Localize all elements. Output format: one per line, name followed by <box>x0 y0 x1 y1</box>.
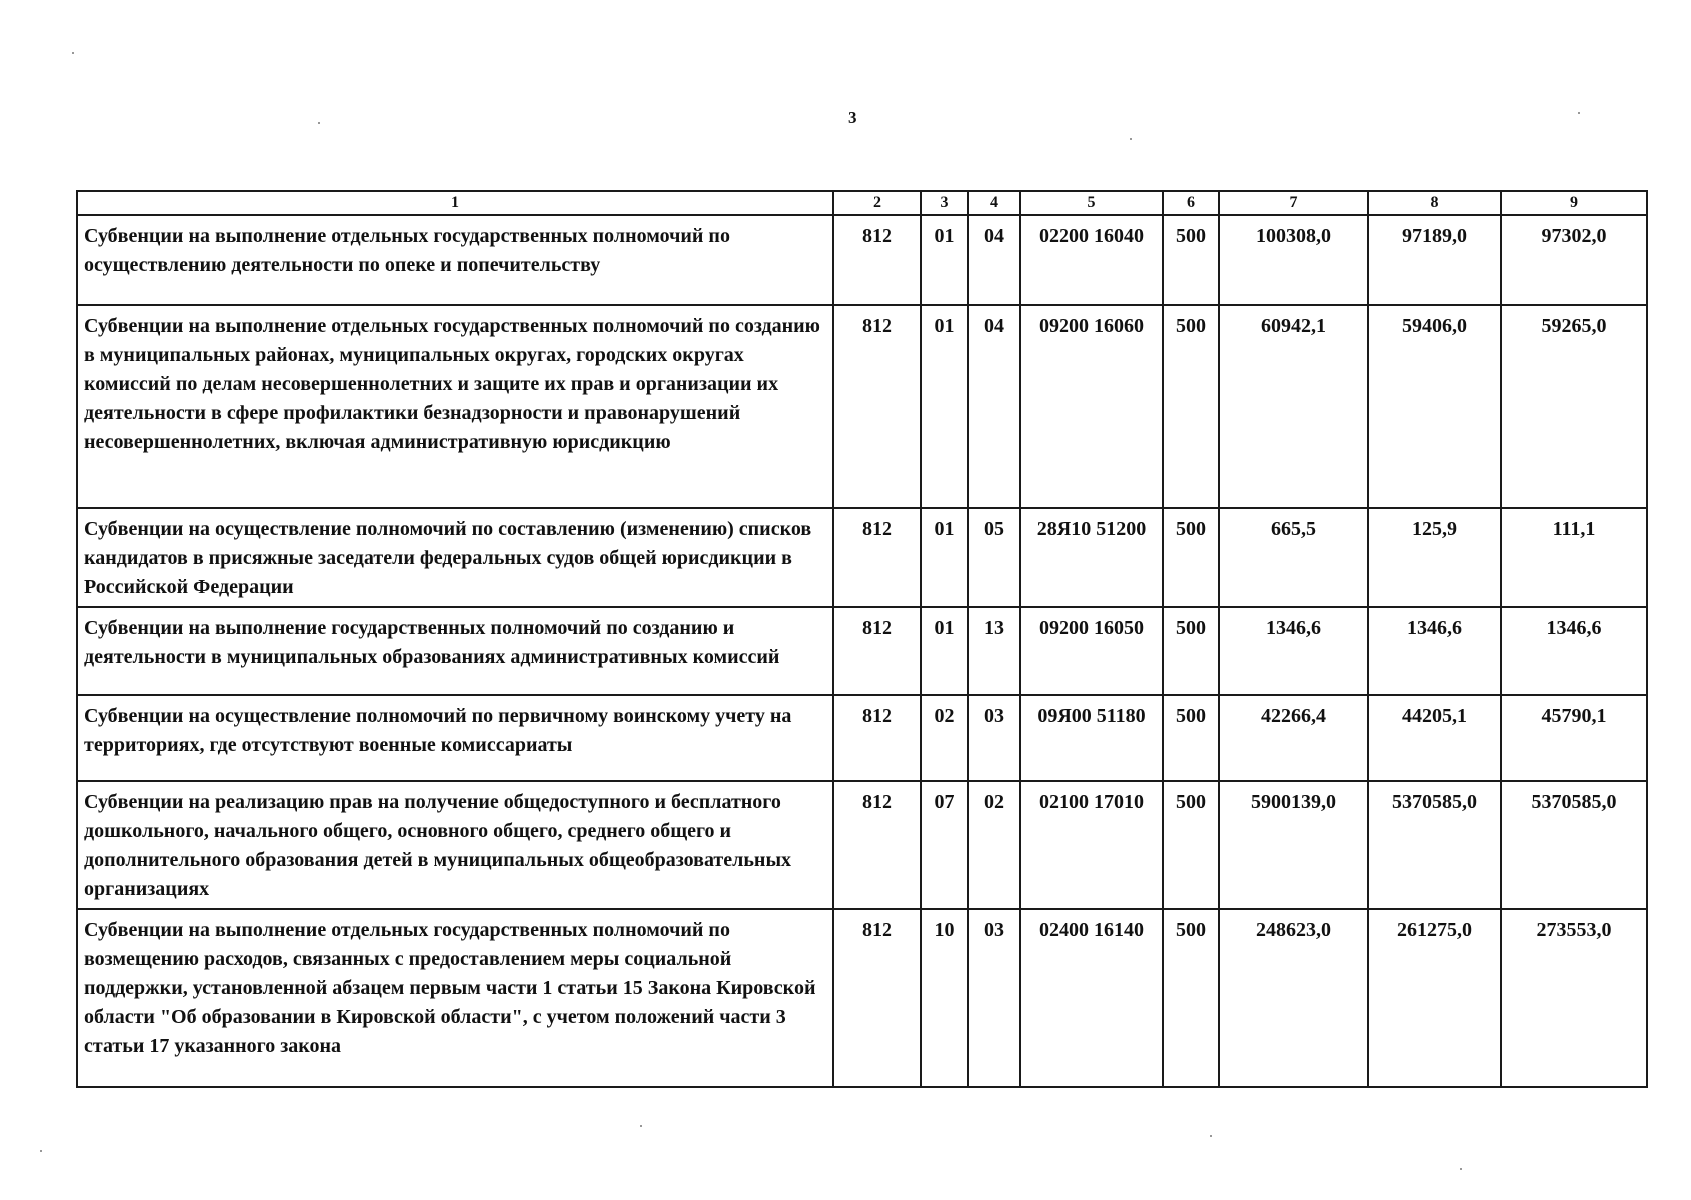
amount-col7: 5900139,0 <box>1219 781 1368 909</box>
target-article-code: 28Я10 51200 <box>1020 508 1163 607</box>
scan-speck <box>1130 138 1132 140</box>
column-number: 2 <box>833 191 921 215</box>
expense-type-code: 500 <box>1163 781 1219 909</box>
column-number: 3 <box>921 191 968 215</box>
subsection-code: 02 <box>968 781 1020 909</box>
expense-type-code: 500 <box>1163 215 1219 305</box>
section-code: 01 <box>921 305 968 508</box>
target-article-code: 02400 16140 <box>1020 909 1163 1087</box>
expense-type-code: 500 <box>1163 695 1219 781</box>
table-row <box>77 781 1647 909</box>
column-number: 1 <box>77 191 833 215</box>
table-row <box>77 508 1647 607</box>
column-number: 4 <box>968 191 1020 215</box>
section-code: 07 <box>921 781 968 909</box>
table-row <box>77 695 1647 781</box>
amount-col9: 97302,0 <box>1501 215 1647 305</box>
section-code: 02 <box>921 695 968 781</box>
expense-type-code: 500 <box>1163 607 1219 695</box>
amount-col7: 1346,6 <box>1219 607 1368 695</box>
amount-col8: 97189,0 <box>1368 215 1501 305</box>
expense-type-code: 500 <box>1163 508 1219 607</box>
amount-col9: 45790,1 <box>1501 695 1647 781</box>
department-code: 812 <box>833 508 921 607</box>
subsection-code: 13 <box>968 607 1020 695</box>
amount-col7: 42266,4 <box>1219 695 1368 781</box>
row-description: Субвенции на осуществление полномочий по первичному воинскому учету на территориях, где отсутствуют военные комиссариаты <box>77 695 833 781</box>
table-header <box>77 191 1647 215</box>
amount-col8: 261275,0 <box>1368 909 1501 1087</box>
scan-speck <box>1460 1168 1462 1170</box>
amount-col9: 1346,6 <box>1501 607 1647 695</box>
row-description: Субвенции на выполнение отдельных государственных полномочий по возмещению расходов, связанных с предоставлением меры социальной поддержки, установленной абзацем первым части 1 статьи 15 Закона Кировской области "Об образовании в Кировской области", с учетом положений части 3 статьи 17 указанного закона <box>77 909 833 1087</box>
row-description: Субвенции на выполнение отдельных государственных полномочий по созданию в муниципальных районах, муниципальных округах, городских округах комиссий по делам несовершеннолетних и защите их прав и организации их деятельности в сфере профилактики безнадзорности и правонарушений несовершеннолетних, включая административную юрисдикцию <box>77 305 833 508</box>
amount-col9: 5370585,0 <box>1501 781 1647 909</box>
scan-speck <box>318 122 320 124</box>
scan-speck <box>640 1125 642 1127</box>
table-row <box>77 909 1647 1087</box>
column-number: 7 <box>1219 191 1368 215</box>
row-description: Субвенции на осуществление полномочий по составлению (изменению) списков кандидатов в присяжные заседатели федеральных судов общей юрисдикции в Российской Федерации <box>77 508 833 607</box>
table-body <box>77 215 1647 1087</box>
table-row <box>77 215 1647 305</box>
subsection-code: 04 <box>968 215 1020 305</box>
table-row <box>77 607 1647 695</box>
department-code: 812 <box>833 695 921 781</box>
amount-col9: 273553,0 <box>1501 909 1647 1087</box>
subsection-code: 03 <box>968 695 1020 781</box>
amount-col9: 59265,0 <box>1501 305 1647 508</box>
row-description: Субвенции на выполнение государственных полномочий по созданию и деятельности в муниципальных образованиях административных комиссий <box>77 607 833 695</box>
department-code: 812 <box>833 607 921 695</box>
page-number: 3 <box>848 108 857 127</box>
amount-col8: 59406,0 <box>1368 305 1501 508</box>
expense-type-code: 500 <box>1163 909 1219 1087</box>
column-number: 8 <box>1368 191 1501 215</box>
scan-speck <box>1210 1135 1212 1137</box>
column-number: 5 <box>1020 191 1163 215</box>
target-article-code: 02200 16040 <box>1020 215 1163 305</box>
section-code: 01 <box>921 215 968 305</box>
scan-speck <box>40 1150 42 1152</box>
amount-col7: 100308,0 <box>1219 215 1368 305</box>
amount-col9: 111,1 <box>1501 508 1647 607</box>
amount-col8: 1346,6 <box>1368 607 1501 695</box>
appropriations-table <box>76 190 1648 1088</box>
amount-col7: 665,5 <box>1219 508 1368 607</box>
subsection-code: 05 <box>968 508 1020 607</box>
table-row <box>77 305 1647 508</box>
column-number: 9 <box>1501 191 1647 215</box>
department-code: 812 <box>833 909 921 1087</box>
scan-speck <box>1578 112 1580 114</box>
row-description: Субвенции на выполнение отдельных государственных полномочий по осуществлению деятельности по опеке и попечительству <box>77 215 833 305</box>
amount-col8: 5370585,0 <box>1368 781 1501 909</box>
subsection-code: 04 <box>968 305 1020 508</box>
target-article-code: 09200 16050 <box>1020 607 1163 695</box>
scan-speck <box>72 52 74 54</box>
column-number-row <box>77 191 1647 215</box>
amount-col7: 60942,1 <box>1219 305 1368 508</box>
department-code: 812 <box>833 781 921 909</box>
department-code: 812 <box>833 305 921 508</box>
amount-col7: 248623,0 <box>1219 909 1368 1087</box>
target-article-code: 02100 17010 <box>1020 781 1163 909</box>
expense-type-code: 500 <box>1163 305 1219 508</box>
section-code: 01 <box>921 508 968 607</box>
department-code: 812 <box>833 215 921 305</box>
section-code: 10 <box>921 909 968 1087</box>
section-code: 01 <box>921 607 968 695</box>
amount-col8: 125,9 <box>1368 508 1501 607</box>
amount-col8: 44205,1 <box>1368 695 1501 781</box>
column-number: 6 <box>1163 191 1219 215</box>
target-article-code: 09Я00 51180 <box>1020 695 1163 781</box>
row-description: Субвенции на реализацию прав на получение общедоступного и бесплатного дошкольного, начального общего, основного общего, среднего общего и дополнительного образования детей в муниципальных общеобразовательных организациях <box>77 781 833 909</box>
target-article-code: 09200 16060 <box>1020 305 1163 508</box>
subsection-code: 03 <box>968 909 1020 1087</box>
